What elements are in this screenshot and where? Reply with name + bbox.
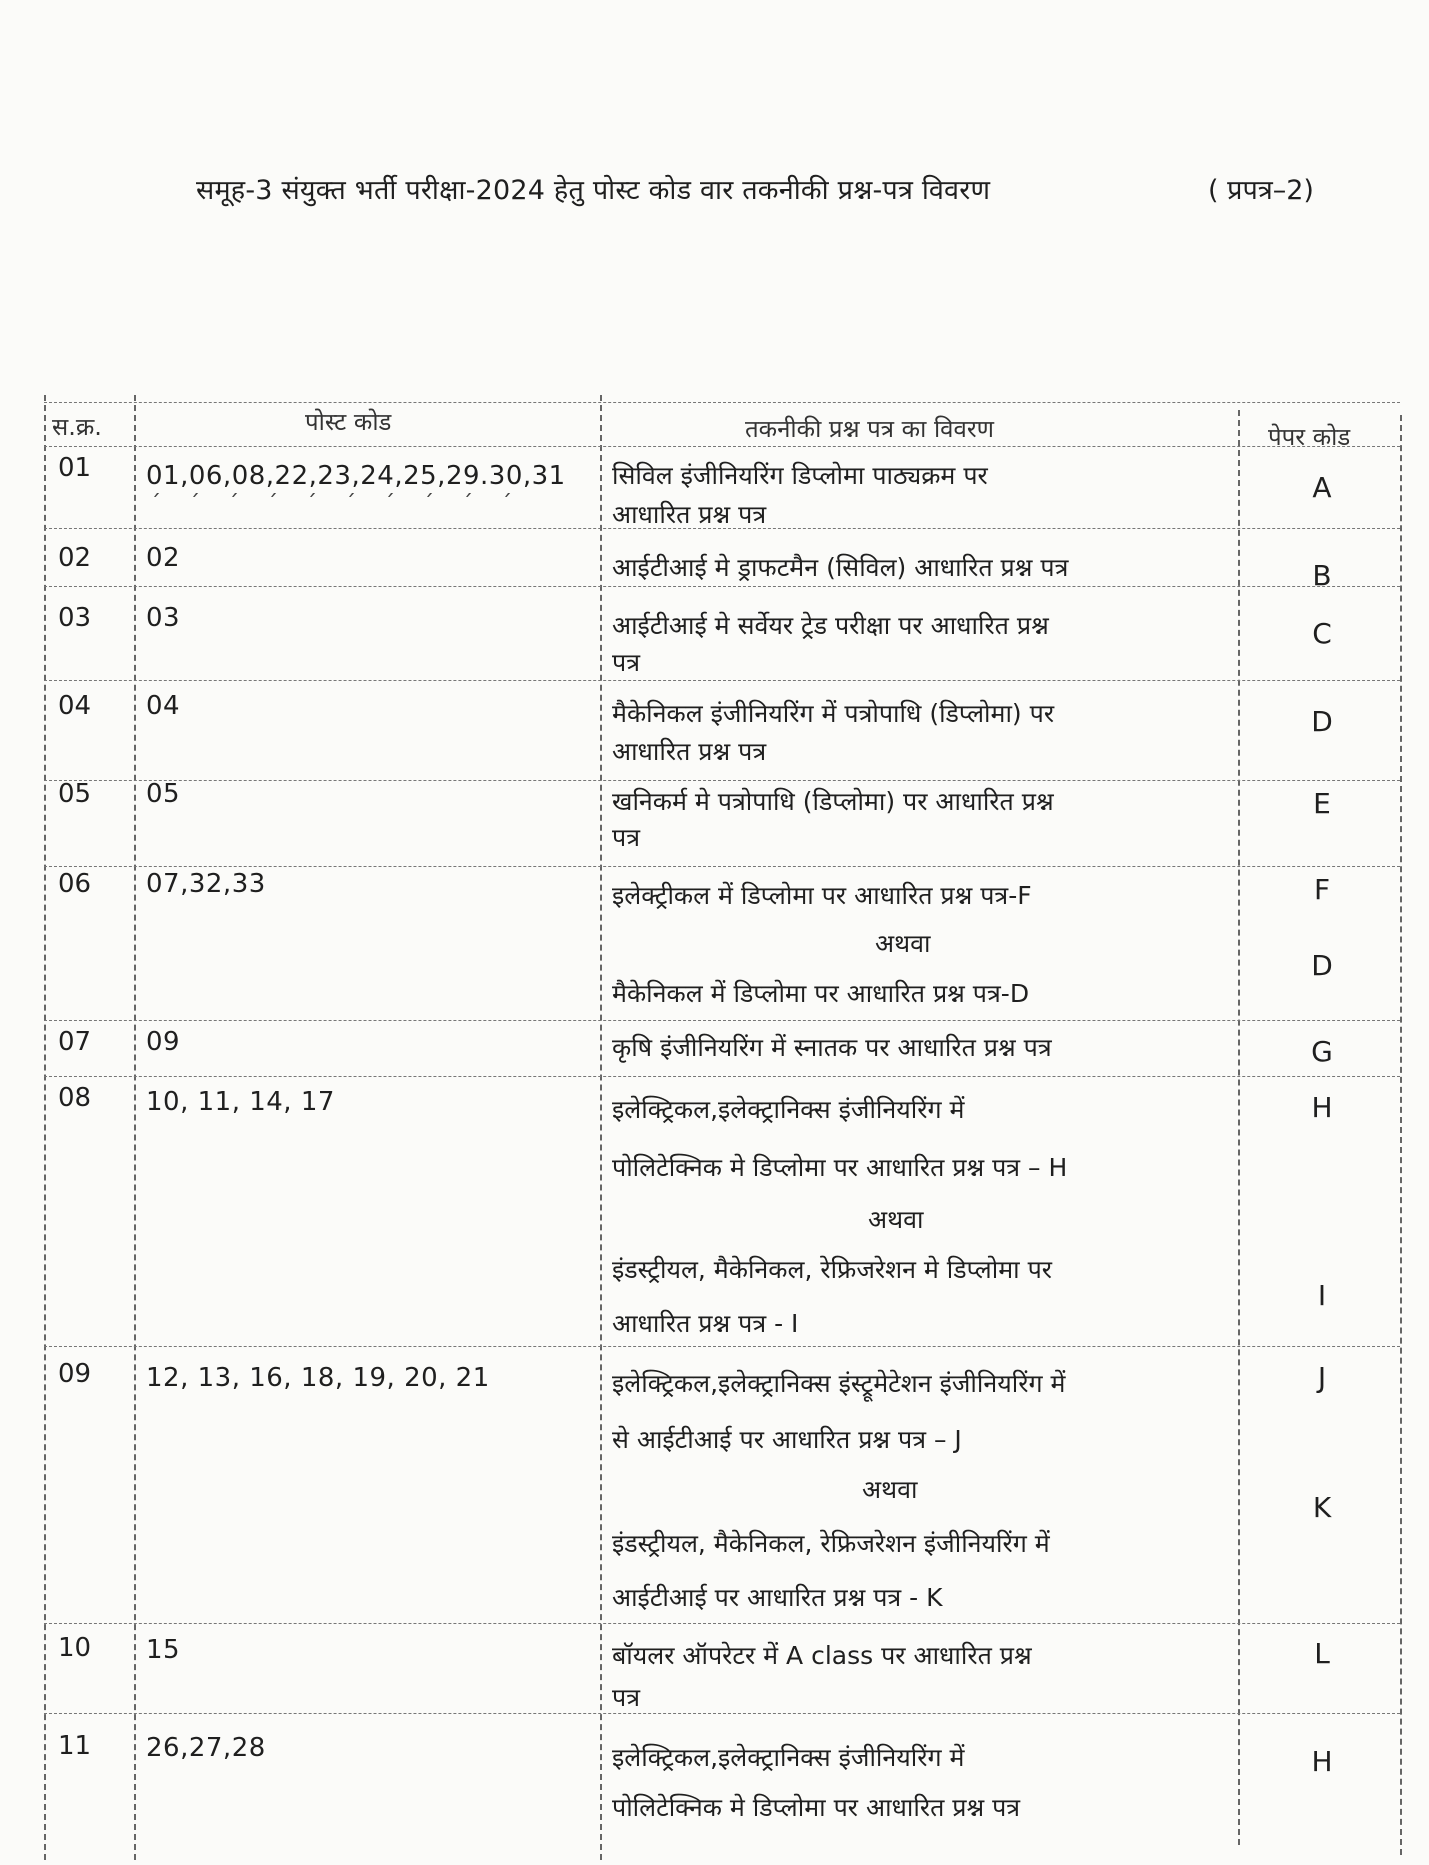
- header-sno: स.क्र.: [52, 413, 102, 441]
- row-paper-code: A: [1312, 471, 1332, 504]
- row-paper-code: L: [1314, 1637, 1330, 1670]
- row-post-code: 10, 11, 14, 17: [146, 1087, 335, 1117]
- row-desc-line: मैकेनिकल इंजीनियरिंग में पत्रोपाधि (डिप्लोमा) पर: [612, 699, 1055, 728]
- row-sno: 06: [58, 869, 92, 899]
- row-desc-line: से आईटीआई पर आधारित प्रश्न पत्र – J: [612, 1425, 962, 1454]
- row-post-code: 12, 13, 16, 18, 19, 20, 21: [146, 1363, 490, 1393]
- row-sno: 07: [58, 1027, 92, 1057]
- row-paper-code: C: [1312, 617, 1332, 650]
- row-desc-line: इलेक्ट्रिकल,इलेक्ट्रानिक्स इंस्ट्रूमेटेशन इंजीनियरिंग में: [612, 1369, 1066, 1398]
- row-sno: 03: [58, 603, 92, 633]
- row-desc-line: आईटीआई मे ड्राफटमैन (सिविल) आधारित प्रश्न पत्र: [612, 553, 1069, 582]
- row-desc-line: आधारित प्रश्न पत्र: [612, 737, 767, 766]
- row-paper-code: D: [1311, 949, 1333, 982]
- row-desc-line: आधारित प्रश्न पत्र: [612, 500, 767, 529]
- row-desc-line: कृषि इंजीनियरिंग में स्नातक पर आधारित प्रश्न पत्र: [612, 1033, 1052, 1062]
- row-paper-code: D: [1311, 705, 1333, 738]
- row-desc-line: अथवा: [868, 1205, 924, 1234]
- row-rule: [44, 1346, 1400, 1347]
- row-desc-line: अथवा: [875, 929, 931, 958]
- row-rule: [44, 586, 1400, 587]
- row-sno: 10: [58, 1633, 92, 1663]
- row-desc-line: आईटीआई पर आधारित प्रश्न पत्र - K: [612, 1583, 943, 1612]
- row-paper-code: B: [1312, 559, 1332, 592]
- row-post-code: 01,06,08,22,23,24,25,29.30,31: [146, 461, 566, 491]
- row-paper-code: I: [1317, 1279, 1327, 1312]
- row-desc-line: आधारित प्रश्न पत्र - I: [612, 1309, 799, 1338]
- row-rule: [44, 1076, 1400, 1077]
- row-sno: 04: [58, 691, 92, 721]
- row-post-code: 05: [146, 779, 181, 809]
- row-desc-line: इलेक्ट्रिकल,इलेक्ट्रानिक्स इंजीनियरिंग में: [612, 1095, 965, 1124]
- row-desc-line: पोलिटेक्निक मे डिप्लोमा पर आधारित प्रश्न पत्र – H: [612, 1153, 1068, 1182]
- row-post-code: 04: [146, 691, 181, 721]
- row-desc-line: इंडस्ट्रीयल, मैकेनिकल, रेफ्रिजरेशन इंजीनियरिंग में: [612, 1529, 1050, 1558]
- row-rule: [44, 1020, 1400, 1021]
- row-post-code: 03: [146, 603, 181, 633]
- row-desc-line: आईटीआई मे सर्वेयर ट्रेड परीक्षा पर आधारित प्रश्न: [612, 611, 1049, 640]
- row-post-code: 07,32,33: [146, 869, 266, 899]
- row-paper-code: F: [1313, 873, 1331, 906]
- header-paper-code: पेपर कोड: [1268, 423, 1351, 451]
- row-desc-line: पत्र: [612, 1683, 641, 1712]
- table-border-right: [1400, 415, 1402, 1855]
- form-label: ( प्रपत्र–2): [1208, 175, 1314, 206]
- table-border-left: [44, 395, 46, 1860]
- row-paper-code: K: [1312, 1491, 1332, 1524]
- row-post-code: 02: [146, 543, 181, 573]
- header-description: तकनीकी प्रश्न पत्र का विवरण: [745, 415, 995, 443]
- row-paper-code: H: [1311, 1745, 1333, 1778]
- row-sno: 09: [58, 1359, 92, 1389]
- row-rule: [44, 1623, 1400, 1624]
- row-desc-line: पोलिटेक्निक मे डिप्लोमा पर आधारित प्रश्न पत्र: [612, 1793, 1021, 1822]
- header-rule-bottom: [44, 446, 1400, 447]
- row-desc-line: बॉयलर ऑपरेटर में A class पर आधारित प्रश्न: [612, 1641, 1032, 1670]
- row-desc-line: पत्र: [612, 823, 641, 852]
- row-paper-code: G: [1311, 1035, 1333, 1068]
- row-paper-code: H: [1311, 1091, 1333, 1124]
- row-sno: 05: [58, 779, 92, 809]
- row-desc-line: अथवा: [862, 1475, 918, 1504]
- tick-marks: ´´´´´´´´´´: [150, 492, 540, 517]
- row-sno: 02: [58, 543, 92, 573]
- row-paper-code: J: [1317, 1361, 1327, 1394]
- row-sno: 01: [58, 453, 92, 483]
- row-sno: 11: [58, 1731, 92, 1761]
- row-post-code: 15: [146, 1635, 181, 1665]
- row-paper-code: E: [1313, 787, 1331, 820]
- row-post-code: 09: [146, 1027, 181, 1057]
- row-desc-line: मैकेनिकल में डिप्लोमा पर आधारित प्रश्न पत्र-D: [612, 979, 1030, 1008]
- header-post-code: पोस्ट कोड: [305, 408, 392, 436]
- row-desc-line: इलेक्ट्रीकल में डिप्लोमा पर आधारित प्रश्न पत्र-F: [612, 881, 1032, 910]
- row-desc-line: सिविल इंजीनियरिंग डिप्लोमा पाठ्यक्रम पर: [612, 461, 988, 490]
- row-desc-line: खनिकर्म मे पत्रोपाधि (डिप्लोमा) पर आधारित प्रश्न: [612, 787, 1054, 816]
- table-divider-1: [134, 395, 136, 1860]
- row-desc-line: इलेक्ट्रिकल,इलेक्ट्रानिक्स इंजीनियरिंग में: [612, 1743, 965, 1772]
- header-rule-top: [44, 402, 1400, 403]
- row-desc-line: इंडस्ट्रीयल, मैकेनिकल, रेफ्रिजरेशन मे डिप्लोमा पर: [612, 1255, 1053, 1284]
- row-desc-line: पत्र: [612, 648, 641, 677]
- row-post-code: 26,27,28: [146, 1733, 266, 1763]
- row-sno: 08: [58, 1083, 92, 1113]
- page-title: समूह-3 संयुक्त भर्ती परीक्षा-2024 हेतु पोस्ट कोड वार तकनीकी प्रश्न-पत्र विवरण: [196, 175, 991, 206]
- table-divider-3: [1238, 410, 1240, 1845]
